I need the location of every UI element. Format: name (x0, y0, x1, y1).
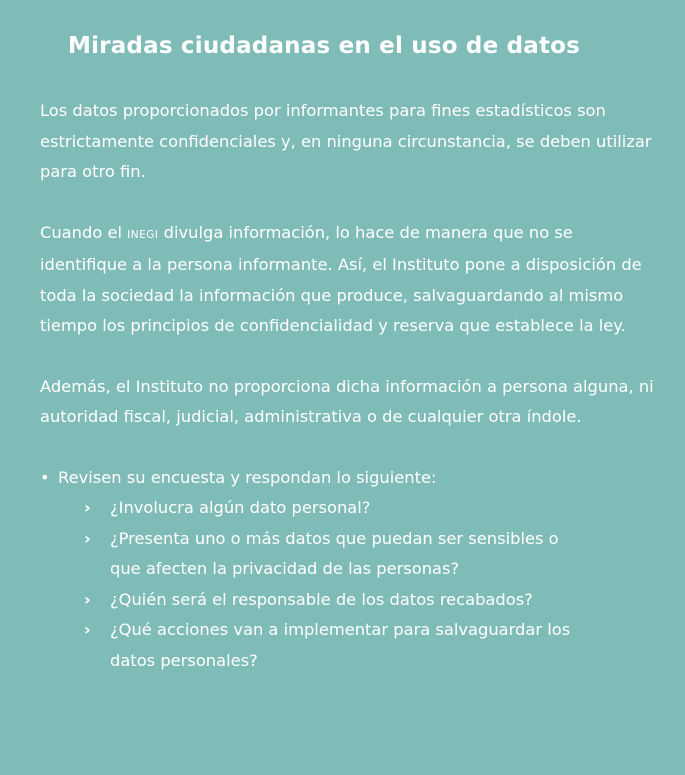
question-list (40, 463, 657, 677)
list-item (84, 585, 657, 616)
list-intro (40, 463, 657, 494)
inegi-acronym: INEGI (127, 228, 159, 241)
chevron-right-icon: › (84, 620, 91, 639)
chevron-right-icon: › (84, 498, 91, 517)
list-item (84, 493, 657, 524)
list-item (84, 524, 657, 585)
list-intro-text: Revisen su encuesta y respondan lo siguiente: (58, 467, 437, 487)
paragraph-inegi-before: Cuando el (40, 222, 128, 242)
list-item (84, 615, 657, 676)
list-item-text: ¿Quién será el responsable de los datos recabados? (110, 589, 533, 609)
paragraph-institute: Además, el Instituto no proporciona dicha información a persona alguna, ni autoridad fiscal, judicial, administrativa o de cualquier otra índole. (40, 376, 654, 426)
chevron-right-icon: › (84, 589, 91, 609)
paragraph-confidentiality: Los datos proporcionados por informantes para fines estadísticos son estrictamente confidenciales y, en ninguna circunstancia, se deben utilizar para otro fin. (40, 101, 652, 181)
bullet-icon: • (40, 467, 50, 487)
paragraph-inegi (40, 218, 657, 342)
paragraph-inegi-after: divulga información, lo hace de manera que no se identifique a la persona informante. Así, el Instituto pone a disposición de toda la sociedad la información que produce, salvaguardando al mismo tiempo los principios de confidencialidad y reserva que establece la ley. (40, 222, 642, 335)
list-item-text: ¿Involucra algún dato personal? (110, 498, 371, 517)
page-title: Miradas ciudadanas en el uso de datos (68, 33, 581, 59)
list-item-text: ¿Qué acciones van a implementar para salvaguardar los datos personales? (110, 620, 571, 670)
chevron-right-icon: › (84, 528, 91, 548)
sub-question-list (40, 493, 657, 676)
list-item-text: ¿Presenta uno o más datos que puedan ser sensibles o que afecten la privacidad de las personas? (110, 528, 559, 578)
